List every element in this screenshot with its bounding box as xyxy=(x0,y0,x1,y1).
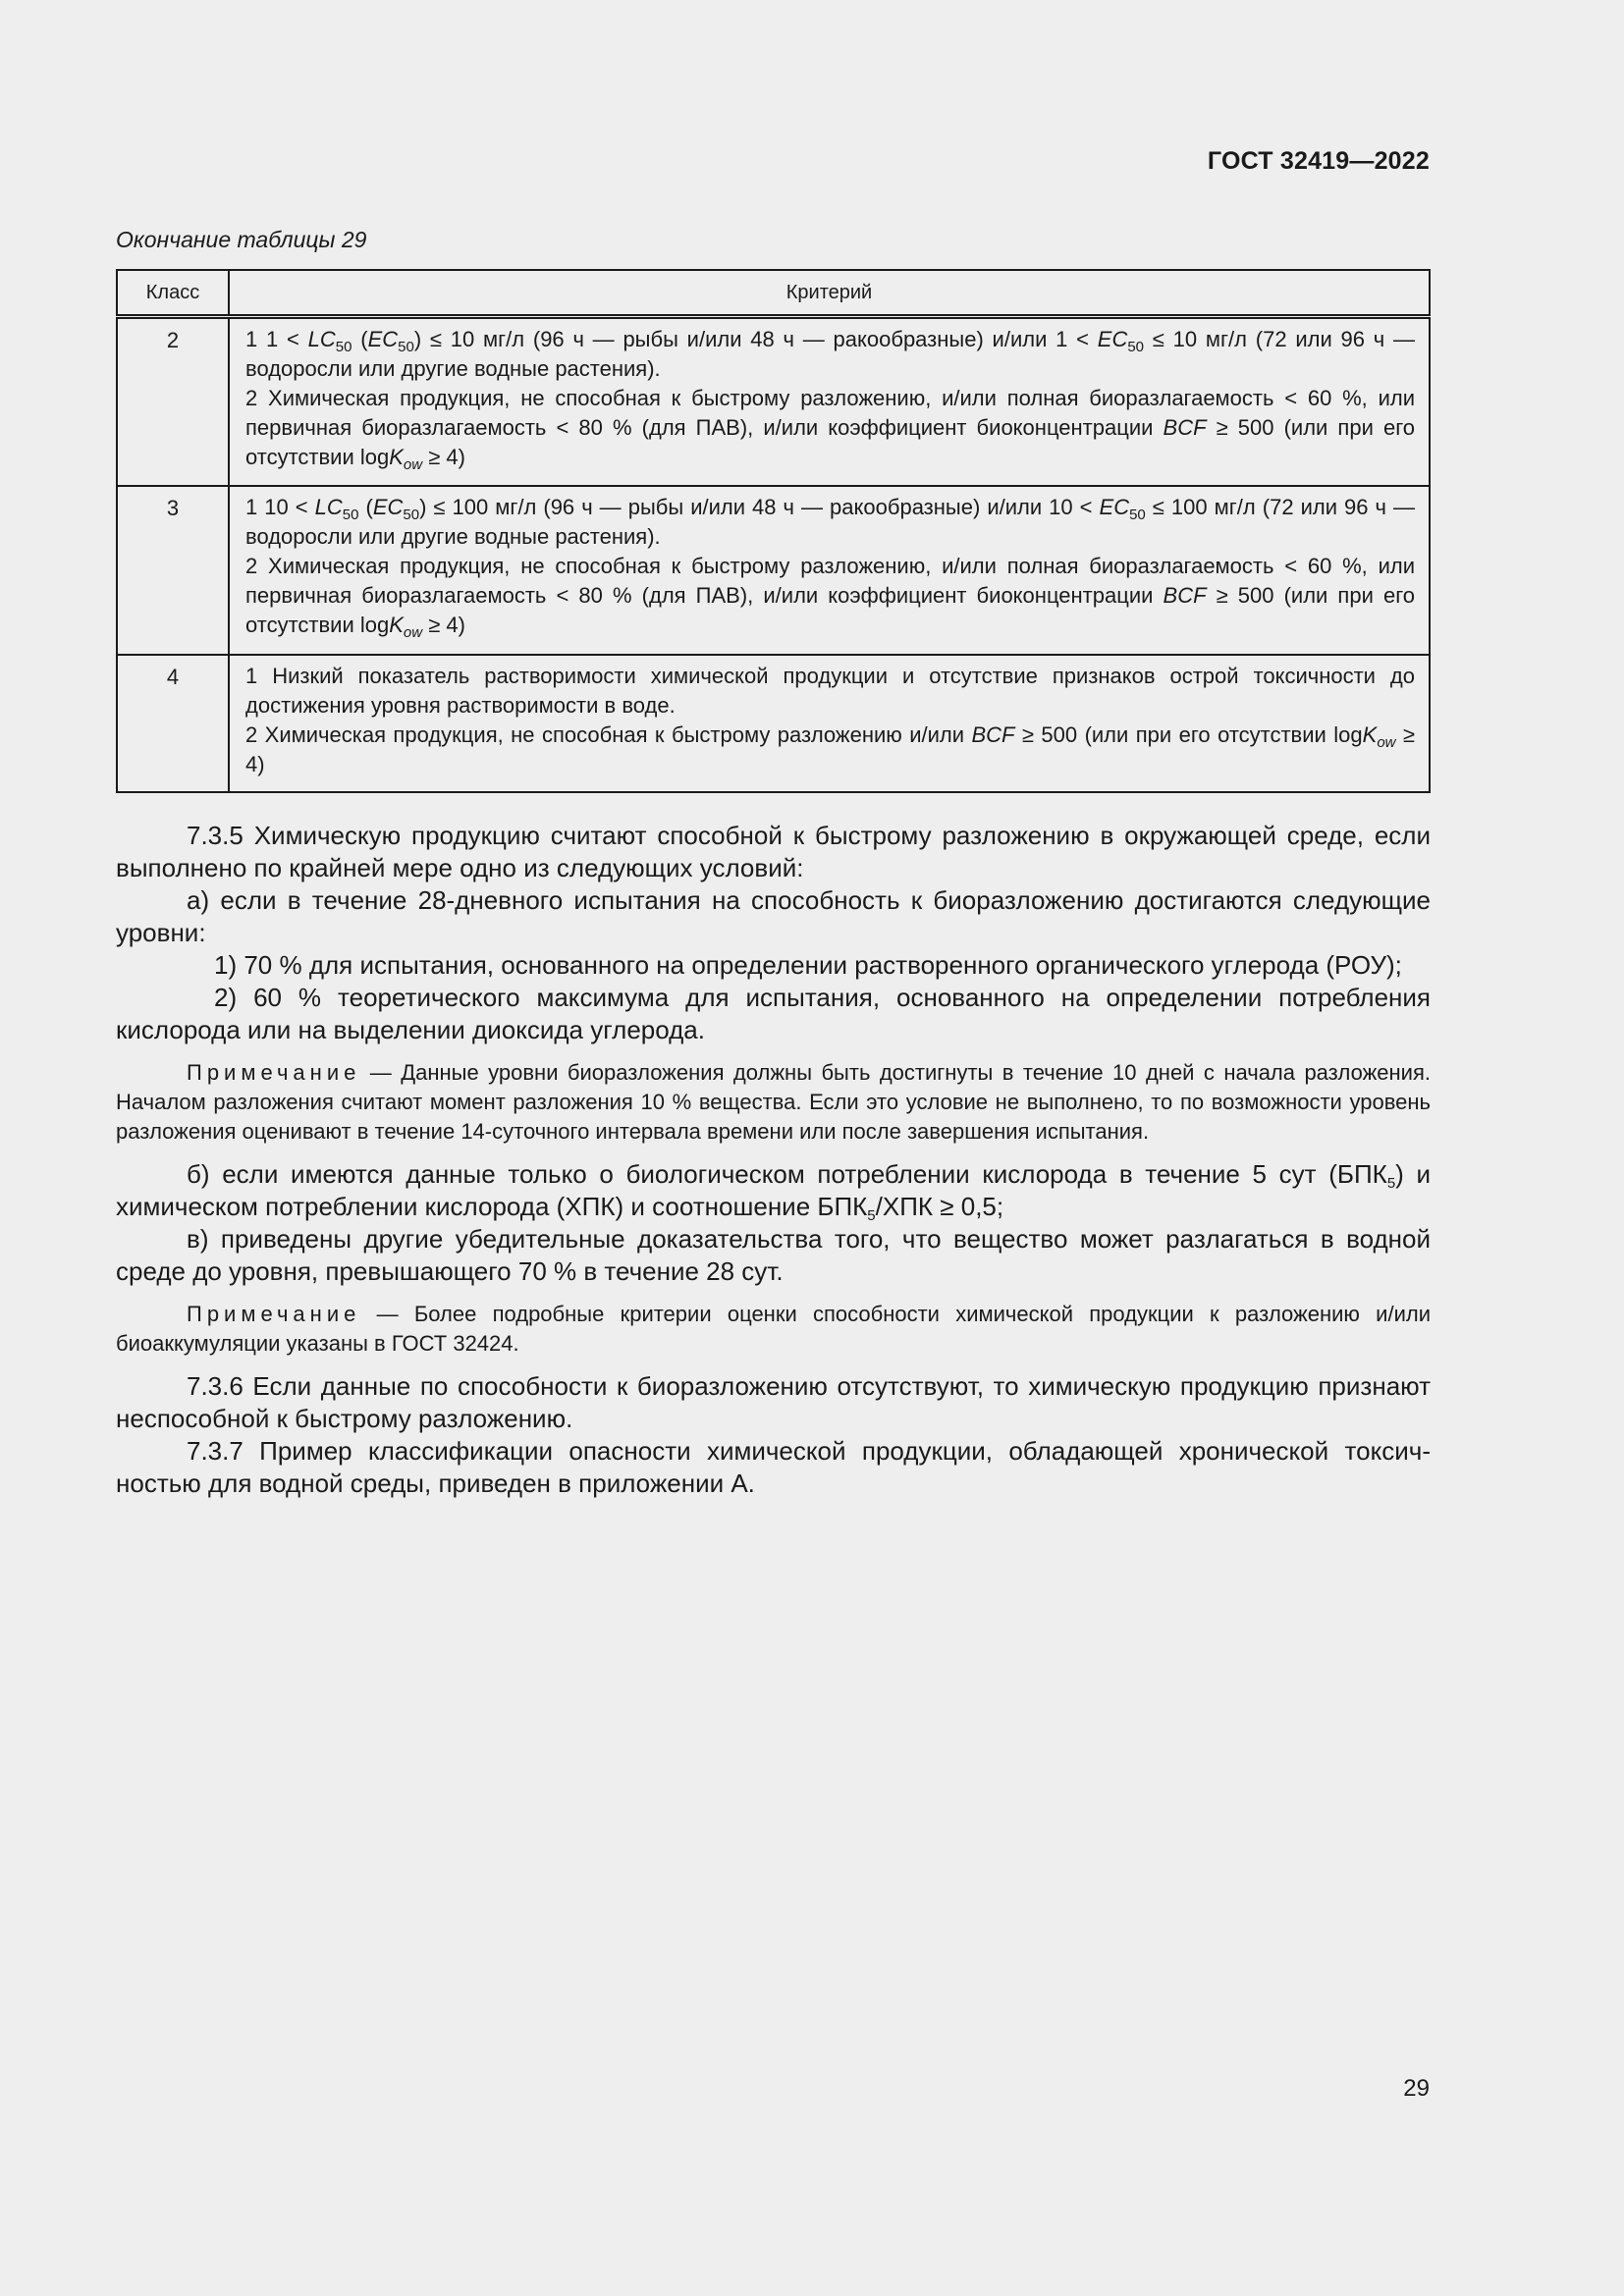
criterion-item-2: 2 Химическая продукция, не способная к быстрому разложению и/или BCF ≥ 500 (или при его отсутствии logK$_{ow}$ ≥ 4) xyxy=(245,721,1416,776)
note-1: Примечание — Данные уровни биоразложения должны быть достигнуты в течение 10 дней с начала разложения. Началом разложения считают момент разложения 10 % вещества. Если это условие не выполнено, то по возможности уровень разложения оценивают в течение 14-суточного интервала времени или после завершения испытания. xyxy=(116,1060,1431,1144)
table-row xyxy=(117,317,1430,486)
table-row xyxy=(117,655,1430,792)
criteria-table xyxy=(116,269,1431,793)
class-cell: 2 xyxy=(117,317,229,486)
condition-a: а) если в течение 28-дневного испытания на способность к биоразложению достигаются следующие уровни: xyxy=(116,885,1431,947)
criterion-item-2: 2 Химическая продукция, не способная к быстрому разложению, и/или полная биоразлагаемость < 60 %, или первичная биоразлагаемость < 80 % (для ПАВ), и/или коэффициент биоконцентрации BCF ≥ 500 (или при его отсутствии logK$_{ow}$ ≥ 4) xyxy=(245,386,1415,473)
class-cell: 3 xyxy=(117,486,229,655)
note-label: Примечание xyxy=(187,1302,361,1326)
table-header-row xyxy=(117,270,1430,317)
condition-a-1: 1) 70 % для испытания, основанного на определении растворенного органического углерода (РОУ); xyxy=(214,950,1402,980)
note-label: Примечание xyxy=(187,1060,361,1085)
column-header-criterion: Критерий xyxy=(229,270,1430,317)
document-id: ГОСТ 32419—2022 xyxy=(1207,147,1430,175)
condition-b: б) если имеются данные только о биологическом потреблении кислорода в течение 5 сут $(БПК_5)$ и химическом потреблении кислорода (ХПК) и соотношение $БПК_5$/ХПК ≥ 0,5; xyxy=(116,1159,1432,1224)
table-caption: Окончание таблицы 29 xyxy=(116,227,367,252)
paragraph-7-3-5: 7.3.5 Химическую продукцию считают способной к быстрому разложению в окружающей среде, если выполнено по крайней мере одно из следующих условий: xyxy=(116,821,1431,882)
class-cell: 4 xyxy=(117,655,229,792)
criterion-cell xyxy=(229,317,1430,486)
document-page xyxy=(116,0,1430,2296)
note-2: Примечание — Более подробные критерии оценки способности химической продукции к разложению и/или биоаккумуляции указаны в ГОСТ 32424. xyxy=(116,1302,1431,1356)
criterion-cell xyxy=(229,486,1430,655)
paragraph-7-3-6: 7.3.6 Если данные по способности к биоразложению отсутствуют, то химическую продукцию признают неспособной к быстрому разложению. xyxy=(116,1371,1431,1433)
criterion-item-1: 1 $1 < LC_{50}$ $(EC_{50}) \le 10$ мг/л (96 ч — рыбы и/или 48 ч — ракообразные) и/или $1 < EC_{50} \le 10$ мг/л (72 или 96 ч — водоросли или другие водные растения). xyxy=(245,327,1416,381)
table-row xyxy=(117,486,1430,655)
criterion-item-1: 1 $10 < LC_{50}$ $(EC_{50}) \le 100$ мг/л (96 ч — рыбы и/или 48 ч — ракообразные) и/или $10 < EC_{50} \le 100$ мг/л (72 или 96 ч — водоросли или другие водные растения). xyxy=(245,494,1416,549)
condition-v: в) приведены другие убедительные доказательства того, что вещество может разлагаться в водной среде до уровня, превышающего 70 % в течение 28 сут. xyxy=(116,1224,1431,1286)
page-number: 29 xyxy=(1403,2075,1430,2102)
paragraph-7-3-7: 7.3.7 Пример классификации опасности химической продукции, обладающей хронической токсичностью для водной среды, приведен в приложении А. xyxy=(116,1436,1431,1498)
criterion-cell xyxy=(229,655,1430,792)
criterion-item-1: 1 Низкий показатель растворимости химической продукции и отсутствие признаков острой токсичности до достижения уровня растворимости в воде. xyxy=(245,663,1415,718)
condition-a-2: 2) 60 % теоретического максимума для испытания, основанного на определении потребления кислорода или на выделении диоксида углерода. xyxy=(116,983,1431,1044)
criterion-item-2: 2 Химическая продукция, не способная к быстрому разложению, и/или полная биоразлагаемость < 60 %, или первичная биоразлагаемость < 80 % (для ПАВ), и/или коэффициент биоконцентрации BCF ≥ 500 (или при его отсутствии logK$_{ow}$ ≥ 4) xyxy=(245,553,1415,641)
body-text xyxy=(116,820,1431,1500)
column-header-class: Класс xyxy=(117,270,229,317)
